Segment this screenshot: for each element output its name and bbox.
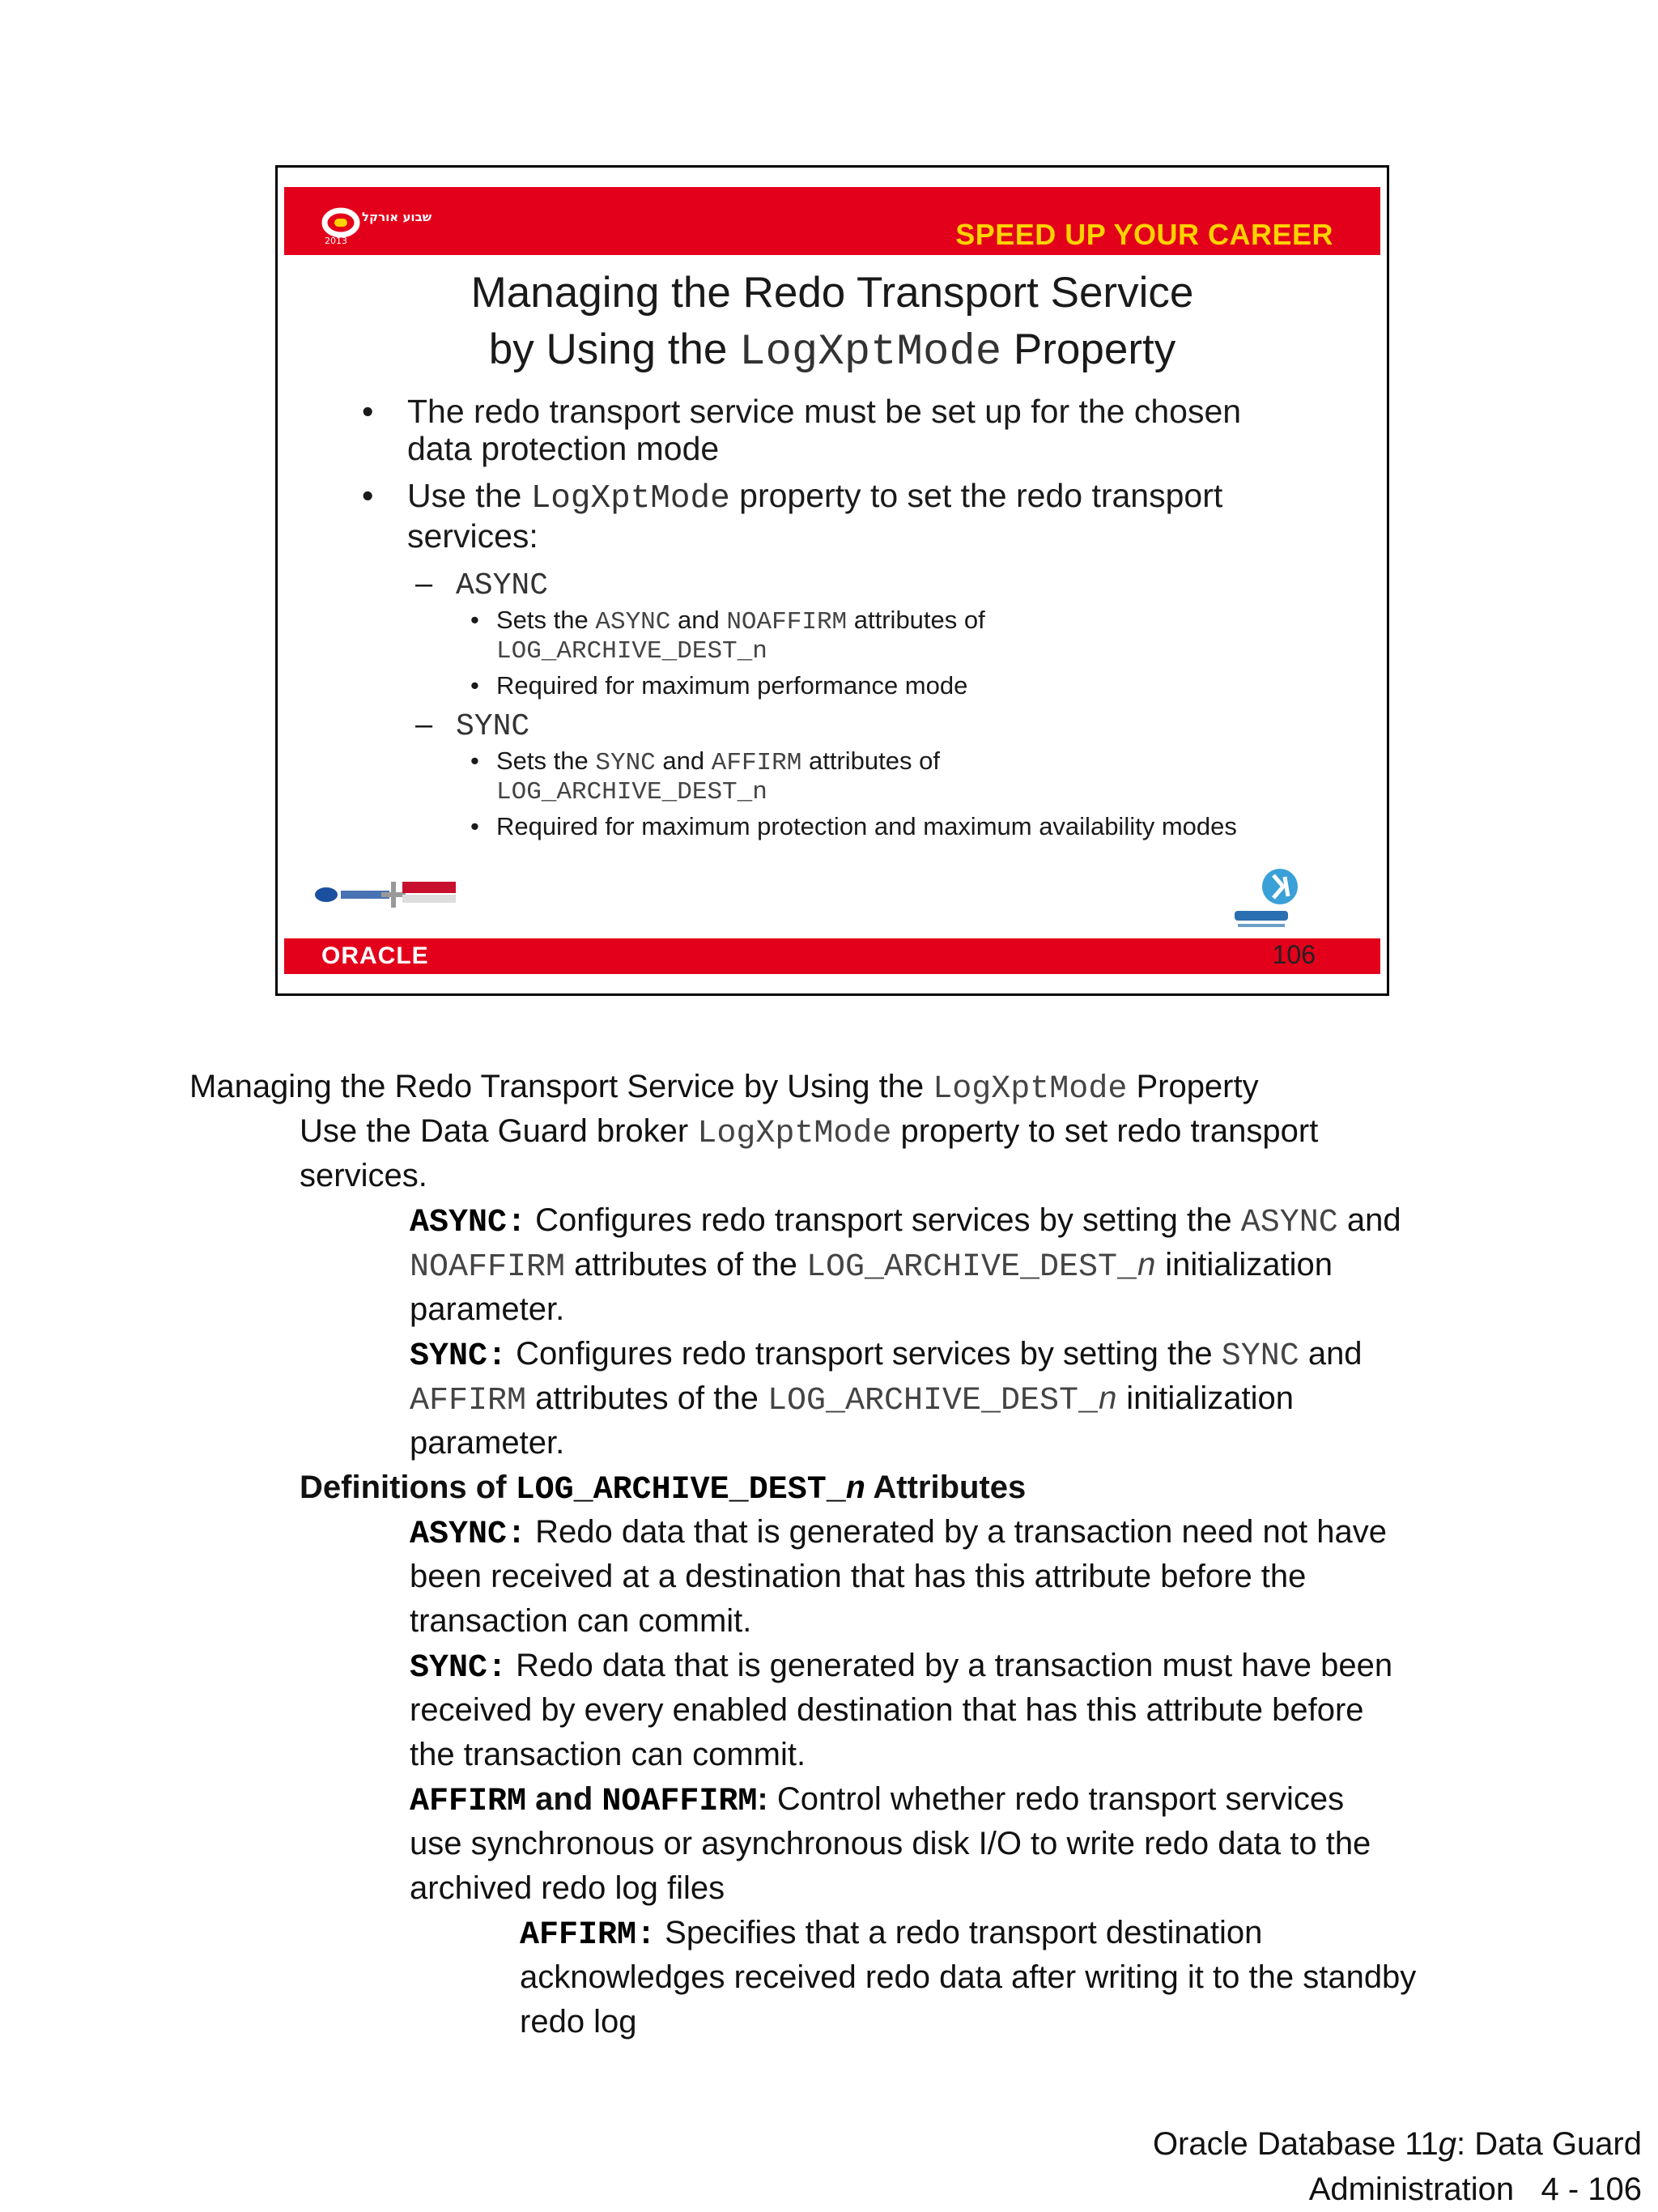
notes-sync-line3: parameter. <box>410 1425 565 1461</box>
page-footer: Oracle Database 11g: Data Guard Administration 4 - 106 <box>1152 2126 1642 2207</box>
def-sync-line1: SYNC: Redo data that is generated by a transaction must have been <box>410 1648 1393 1687</box>
async-item-attributes: • Sets the ASYNC and NOAFFIRM attributes of LOG_ARCHIVE_DEST_n <box>359 606 1354 666</box>
def-async-line2: been received at a destination that has this attribute before the <box>410 1559 1307 1594</box>
slide-number: 106 <box>1272 940 1316 969</box>
notes-async-line3: parameter. <box>410 1291 565 1327</box>
notes-async-line2: NOAFFIRM attributes of the LOG_ARCHIVE_DEST_n initialization <box>410 1247 1333 1286</box>
notes-intro-line2: services. <box>300 1158 427 1193</box>
notes-heading: Managing the Redo Transport Service by Using the LogXptMode Property <box>189 1069 1259 1108</box>
def-sync-line3: the transaction can commit. <box>410 1737 806 1772</box>
dash-sync: – SYNC <box>359 705 1354 747</box>
def-affirm-line2: acknowledges received redo data after writing it to the standby <box>520 1959 1417 1995</box>
notes-intro-line1: Use the Data Guard broker LogXptMode property to set redo transport <box>300 1113 1319 1152</box>
def-affirm-line3: redo log <box>520 2004 637 2040</box>
def-affirm-line1: AFFIRM: Specifies that a redo transport destination <box>520 1915 1263 1954</box>
slide-bottom-bar <box>284 938 1380 974</box>
def-affirm-noaffirm-line2: use synchronous or asynchronous disk I/O to write redo data to the <box>410 1826 1371 1861</box>
bullet-logxptmode: • Use the LogXptMode property to set the redo transport services: <box>359 477 1354 555</box>
notes-sync-line2: AFFIRM attributes of the LOG_ARCHIVE_DEST_n initialization <box>410 1380 1294 1419</box>
def-affirm-noaffirm-line3: archived redo log files <box>410 1870 725 1906</box>
partner-logos <box>313 877 459 911</box>
def-sync-line2: received by every enabled destination that has this attribute before <box>410 1692 1364 1728</box>
svg-text:שבוע אורקל: שבוע אורקל <box>362 210 432 224</box>
sync-item-attributes: • Sets the SYNC and AFFIRM attributes of LOG_ARCHIVE_DEST_n <box>359 747 1354 807</box>
def-async-line1: ASYNC: Redo data that is generated by a transaction need not have <box>410 1514 1387 1553</box>
slide-bullets <box>359 393 1354 846</box>
tagline: SPEED UP YOUR CAREER <box>955 218 1333 251</box>
brillix-logo <box>1223 864 1312 937</box>
slide-thumbnail <box>275 165 1389 996</box>
slide-title: Managing the Redo Transport Service by Using the LogXptMode Property <box>470 269 1194 377</box>
dash-async: – ASYNC <box>359 564 1354 606</box>
def-async-line3: transaction can commit. <box>410 1603 752 1639</box>
notes-async-line1: ASYNC: Configures redo transport services by setting the ASYNC and <box>410 1202 1401 1241</box>
notes-definitions-heading: Definitions of LOG_ARCHIVE_DEST_n Attributes <box>300 1470 1027 1508</box>
svg-text:2013: 2013 <box>325 236 347 246</box>
slide-top-bar <box>284 187 1380 255</box>
sync-item-mode: • Required for maximum protection and maximum availability modes <box>359 812 1354 841</box>
oracle-week-logo <box>320 202 441 247</box>
oracle-logo: ORACLE <box>321 942 429 969</box>
def-affirm-noaffirm-line1: AFFIRM and NOAFFIRM: Control whether redo transport services <box>410 1781 1345 1820</box>
bullet-transport-setup: • The redo transport service must be set up for the chosen data protection mode <box>359 393 1354 467</box>
notes-sync-line1: SYNC: Configures redo transport services by setting the SYNC and <box>410 1336 1363 1375</box>
async-item-mode: • Required for maximum performance mode <box>359 671 1354 700</box>
